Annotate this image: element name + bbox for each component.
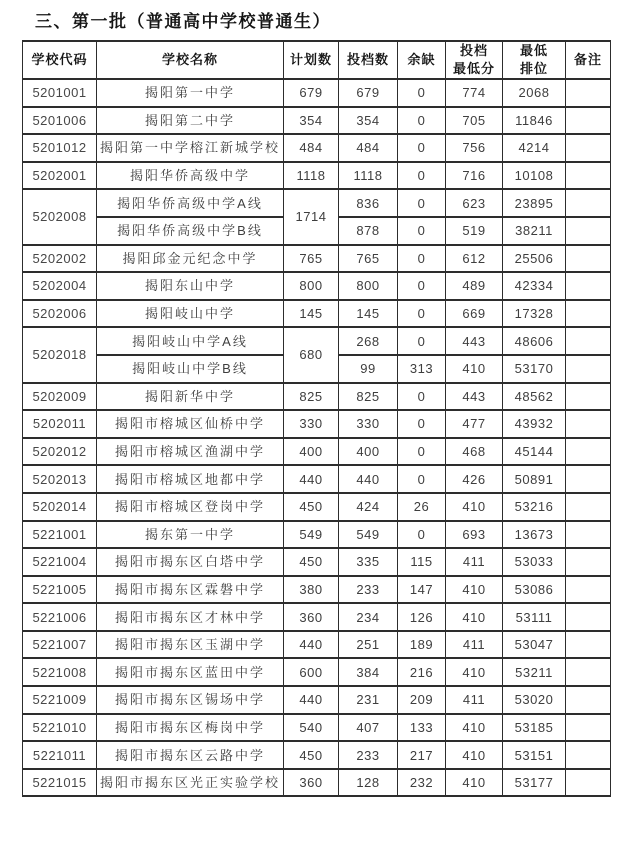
cell-min-score: 410 xyxy=(446,576,503,604)
cell-min-rank: 4214 xyxy=(503,134,566,162)
table-row-merged-a xyxy=(23,189,611,217)
cell-school-code: 5201012 xyxy=(23,134,97,162)
cell-remark xyxy=(566,465,611,493)
cell-min-score: 410 xyxy=(446,493,503,521)
cell-min-rank: 50891 xyxy=(503,465,566,493)
cell-min-rank: 53170 xyxy=(503,355,566,383)
table-row xyxy=(23,245,611,273)
table-row-merged-a xyxy=(23,327,611,355)
cell-remark xyxy=(566,658,611,686)
cell-school-name: 揭东第一中学 xyxy=(97,521,284,549)
cell-vacancy: 209 xyxy=(398,686,446,714)
cell-school-name: 揭阳新华中学 xyxy=(97,383,284,411)
cell-vacancy: 0 xyxy=(398,272,446,300)
cell-filed-count: 400 xyxy=(339,438,398,466)
cell-min-score: 468 xyxy=(446,438,503,466)
cell-vacancy: 0 xyxy=(398,134,446,162)
table-row xyxy=(23,548,611,576)
cell-filed-count: 800 xyxy=(339,272,398,300)
cell-plan-count: 330 xyxy=(284,410,339,438)
cell-school-name: 揭阳华侨高级中学B线 xyxy=(97,217,284,245)
cell-school-code: 5202004 xyxy=(23,272,97,300)
cell-min-rank: 11846 xyxy=(503,107,566,135)
header-school-name: 学校名称 xyxy=(97,41,284,79)
cell-min-rank: 48562 xyxy=(503,383,566,411)
table-row xyxy=(23,465,611,493)
cell-min-score: 411 xyxy=(446,686,503,714)
cell-school-code: 5221001 xyxy=(23,521,97,549)
table-row xyxy=(23,79,611,107)
cell-school-code: 5202012 xyxy=(23,438,97,466)
cell-filed-count: 484 xyxy=(339,134,398,162)
cell-min-rank: 25506 xyxy=(503,245,566,273)
cell-vacancy: 0 xyxy=(398,410,446,438)
cell-vacancy: 0 xyxy=(398,438,446,466)
cell-min-rank: 53211 xyxy=(503,658,566,686)
cell-min-score: 774 xyxy=(446,79,503,107)
cell-min-score: 411 xyxy=(446,631,503,659)
table-body xyxy=(23,79,611,796)
cell-school-code: 5202013 xyxy=(23,465,97,493)
cell-min-rank: 38211 xyxy=(503,217,566,245)
cell-remark xyxy=(566,79,611,107)
cell-min-score: 410 xyxy=(446,769,503,797)
cell-min-rank: 53216 xyxy=(503,493,566,521)
cell-vacancy: 232 xyxy=(398,769,446,797)
cell-min-rank: 2068 xyxy=(503,79,566,107)
cell-plan-count: 800 xyxy=(284,272,339,300)
cell-min-rank: 13673 xyxy=(503,521,566,549)
cell-school-code: 5221005 xyxy=(23,576,97,604)
table-row xyxy=(23,162,611,190)
cell-plan-count: 450 xyxy=(284,741,339,769)
cell-plan-count: 679 xyxy=(284,79,339,107)
header-min-rank-line1: 最低 xyxy=(519,43,548,59)
cell-vacancy: 115 xyxy=(398,548,446,576)
cell-school-name: 揭阳市揭东区梅岗中学 xyxy=(97,714,284,742)
cell-remark xyxy=(566,107,611,135)
table-row xyxy=(23,272,611,300)
cell-school-name: 揭阳市揭东区霖磐中学 xyxy=(97,576,284,604)
cell-vacancy: 0 xyxy=(398,383,446,411)
cell-min-rank: 53086 xyxy=(503,576,566,604)
cell-min-score: 519 xyxy=(446,217,503,245)
cell-plan-count: 765 xyxy=(284,245,339,273)
cell-min-rank: 48606 xyxy=(503,327,566,355)
cell-min-rank: 53020 xyxy=(503,686,566,714)
header-min-score-line2: 最低分 xyxy=(452,61,495,76)
cell-min-score: 693 xyxy=(446,521,503,549)
admissions-score-table xyxy=(22,40,611,797)
cell-vacancy: 133 xyxy=(398,714,446,742)
cell-min-score: 489 xyxy=(446,272,503,300)
cell-filed-count: 330 xyxy=(339,410,398,438)
header-min-rank-line2: 排位 xyxy=(519,61,548,76)
cell-plan-count: 440 xyxy=(284,465,339,493)
cell-school-code: 5221009 xyxy=(23,686,97,714)
cell-school-name: 揭阳东山中学 xyxy=(97,272,284,300)
cell-min-score: 410 xyxy=(446,658,503,686)
cell-remark xyxy=(566,355,611,383)
cell-plan-count: 145 xyxy=(284,300,339,328)
cell-vacancy: 189 xyxy=(398,631,446,659)
cell-school-name: 揭阳市榕城区仙桥中学 xyxy=(97,410,284,438)
cell-school-name: 揭阳市榕城区渔湖中学 xyxy=(97,438,284,466)
cell-school-name: 揭阳华侨高级中学 xyxy=(97,162,284,190)
cell-min-rank: 53185 xyxy=(503,714,566,742)
table-row xyxy=(23,134,611,162)
cell-vacancy: 313 xyxy=(398,355,446,383)
cell-filed-count: 251 xyxy=(339,631,398,659)
cell-vacancy: 0 xyxy=(398,327,446,355)
cell-plan-count: 450 xyxy=(284,548,339,576)
cell-school-name: 揭阳市揭东区光正实验学校 xyxy=(97,769,284,797)
cell-vacancy: 217 xyxy=(398,741,446,769)
cell-min-score: 410 xyxy=(446,355,503,383)
cell-min-rank: 53111 xyxy=(503,603,566,631)
cell-plan-count: 484 xyxy=(284,134,339,162)
cell-school-name: 揭阳市揭东区蓝田中学 xyxy=(97,658,284,686)
cell-filed-count: 765 xyxy=(339,245,398,273)
cell-remark xyxy=(566,217,611,245)
cell-school-name: 揭阳岐山中学B线 xyxy=(97,355,284,383)
cell-vacancy: 0 xyxy=(398,300,446,328)
cell-vacancy: 126 xyxy=(398,603,446,631)
cell-min-rank: 53177 xyxy=(503,769,566,797)
table-row xyxy=(23,631,611,659)
cell-school-code: 5202001 xyxy=(23,162,97,190)
table-row xyxy=(23,769,611,797)
cell-remark xyxy=(566,741,611,769)
cell-school-name: 揭阳邱金元纪念中学 xyxy=(97,245,284,273)
cell-vacancy: 147 xyxy=(398,576,446,604)
cell-remark xyxy=(566,438,611,466)
table-row xyxy=(23,383,611,411)
header-filed-count: 投档数 xyxy=(339,41,398,79)
cell-plan-count: 360 xyxy=(284,769,339,797)
table-row xyxy=(23,741,611,769)
header-min-rank xyxy=(503,41,566,79)
cell-school-code: 5221011 xyxy=(23,741,97,769)
cell-school-name: 揭阳市揭东区云路中学 xyxy=(97,741,284,769)
table-row xyxy=(23,410,611,438)
header-school-code: 学校代码 xyxy=(23,41,97,79)
cell-school-code: 5201001 xyxy=(23,79,97,107)
cell-filed-count: 99 xyxy=(339,355,398,383)
cell-vacancy: 0 xyxy=(398,162,446,190)
table-row xyxy=(23,438,611,466)
cell-min-score: 411 xyxy=(446,548,503,576)
cell-school-code: 5202011 xyxy=(23,410,97,438)
cell-filed-count: 549 xyxy=(339,521,398,549)
cell-plan-count: 1714 xyxy=(284,189,339,244)
cell-school-name: 揭阳华侨高级中学A线 xyxy=(97,189,284,217)
cell-school-code: 5221015 xyxy=(23,769,97,797)
header-vacancy: 余缺 xyxy=(398,41,446,79)
cell-school-code: 5221007 xyxy=(23,631,97,659)
cell-min-score: 669 xyxy=(446,300,503,328)
table-row xyxy=(23,300,611,328)
cell-remark xyxy=(566,631,611,659)
cell-remark xyxy=(566,686,611,714)
header-plan-count: 计划数 xyxy=(284,41,339,79)
cell-remark xyxy=(566,272,611,300)
cell-min-rank: 42334 xyxy=(503,272,566,300)
cell-remark xyxy=(566,603,611,631)
cell-filed-count: 233 xyxy=(339,576,398,604)
table-row xyxy=(23,493,611,521)
cell-vacancy: 0 xyxy=(398,245,446,273)
cell-min-rank: 53151 xyxy=(503,741,566,769)
page-title: 三、第一批（普通高中学校普通生） xyxy=(35,12,331,31)
cell-vacancy: 26 xyxy=(398,493,446,521)
cell-vacancy: 0 xyxy=(398,107,446,135)
cell-plan-count: 354 xyxy=(284,107,339,135)
table-row xyxy=(23,658,611,686)
cell-remark xyxy=(566,383,611,411)
cell-min-rank: 23895 xyxy=(503,189,566,217)
cell-min-score: 477 xyxy=(446,410,503,438)
cell-min-score: 410 xyxy=(446,603,503,631)
cell-school-code: 5202008 xyxy=(23,189,97,244)
header-min-score-line1: 投档 xyxy=(459,43,488,59)
cell-plan-count: 1118 xyxy=(284,162,339,190)
cell-filed-count: 424 xyxy=(339,493,398,521)
cell-min-rank: 45144 xyxy=(503,438,566,466)
cell-plan-count: 549 xyxy=(284,521,339,549)
cell-min-rank: 53033 xyxy=(503,548,566,576)
table-row xyxy=(23,107,611,135)
cell-min-rank: 17328 xyxy=(503,300,566,328)
cell-school-code: 5201006 xyxy=(23,107,97,135)
cell-filed-count: 679 xyxy=(339,79,398,107)
cell-remark xyxy=(566,189,611,217)
cell-school-code: 5202006 xyxy=(23,300,97,328)
cell-filed-count: 231 xyxy=(339,686,398,714)
cell-school-code: 5202002 xyxy=(23,245,97,273)
cell-filed-count: 407 xyxy=(339,714,398,742)
cell-plan-count: 450 xyxy=(284,493,339,521)
cell-remark xyxy=(566,410,611,438)
cell-min-score: 705 xyxy=(446,107,503,135)
cell-school-code: 5221006 xyxy=(23,603,97,631)
cell-min-score: 756 xyxy=(446,134,503,162)
cell-school-code: 5221008 xyxy=(23,658,97,686)
header-row xyxy=(23,41,611,79)
cell-filed-count: 440 xyxy=(339,465,398,493)
cell-plan-count: 680 xyxy=(284,327,339,382)
table-header xyxy=(23,41,611,79)
cell-remark xyxy=(566,714,611,742)
cell-school-code: 5202009 xyxy=(23,383,97,411)
cell-school-name: 揭阳岐山中学 xyxy=(97,300,284,328)
cell-vacancy: 0 xyxy=(398,189,446,217)
cell-remark xyxy=(566,134,611,162)
cell-remark xyxy=(566,493,611,521)
cell-plan-count: 440 xyxy=(284,631,339,659)
cell-filed-count: 878 xyxy=(339,217,398,245)
cell-school-name: 揭阳市揭东区玉湖中学 xyxy=(97,631,284,659)
cell-remark xyxy=(566,245,611,273)
cell-plan-count: 440 xyxy=(284,686,339,714)
table-row xyxy=(23,603,611,631)
cell-filed-count: 145 xyxy=(339,300,398,328)
cell-remark xyxy=(566,327,611,355)
cell-school-code: 5221010 xyxy=(23,714,97,742)
cell-vacancy: 0 xyxy=(398,217,446,245)
cell-min-rank: 43932 xyxy=(503,410,566,438)
cell-filed-count: 1118 xyxy=(339,162,398,190)
cell-school-code: 5202018 xyxy=(23,327,97,382)
cell-vacancy: 216 xyxy=(398,658,446,686)
table-row xyxy=(23,686,611,714)
table-row xyxy=(23,576,611,604)
cell-filed-count: 335 xyxy=(339,548,398,576)
cell-filed-count: 354 xyxy=(339,107,398,135)
cell-school-name: 揭阳市揭东区锡场中学 xyxy=(97,686,284,714)
cell-school-name: 揭阳第一中学 xyxy=(97,79,284,107)
cell-filed-count: 128 xyxy=(339,769,398,797)
cell-remark xyxy=(566,162,611,190)
cell-school-name: 揭阳市榕城区地都中学 xyxy=(97,465,284,493)
cell-school-name: 揭阳第二中学 xyxy=(97,107,284,135)
cell-school-name: 揭阳第一中学榕江新城学校 xyxy=(97,134,284,162)
cell-remark xyxy=(566,300,611,328)
cell-vacancy: 0 xyxy=(398,79,446,107)
cell-plan-count: 400 xyxy=(284,438,339,466)
cell-plan-count: 540 xyxy=(284,714,339,742)
cell-min-score: 426 xyxy=(446,465,503,493)
cell-school-code: 5202014 xyxy=(23,493,97,521)
cell-min-score: 612 xyxy=(446,245,503,273)
cell-remark xyxy=(566,548,611,576)
cell-filed-count: 268 xyxy=(339,327,398,355)
cell-filed-count: 233 xyxy=(339,741,398,769)
header-remark: 备注 xyxy=(566,41,611,79)
cell-min-score: 716 xyxy=(446,162,503,190)
cell-school-name: 揭阳岐山中学A线 xyxy=(97,327,284,355)
table-row xyxy=(23,521,611,549)
header-min-score xyxy=(446,41,503,79)
cell-min-score: 623 xyxy=(446,189,503,217)
cell-filed-count: 836 xyxy=(339,189,398,217)
cell-school-name: 揭阳市榕城区登岗中学 xyxy=(97,493,284,521)
cell-remark xyxy=(566,521,611,549)
cell-plan-count: 380 xyxy=(284,576,339,604)
cell-plan-count: 825 xyxy=(284,383,339,411)
cell-school-name: 揭阳市揭东区才林中学 xyxy=(97,603,284,631)
cell-filed-count: 234 xyxy=(339,603,398,631)
cell-remark xyxy=(566,576,611,604)
cell-min-score: 410 xyxy=(446,714,503,742)
cell-min-score: 443 xyxy=(446,383,503,411)
cell-plan-count: 600 xyxy=(284,658,339,686)
cell-filed-count: 384 xyxy=(339,658,398,686)
cell-school-code: 5221004 xyxy=(23,548,97,576)
cell-remark xyxy=(566,769,611,797)
cell-school-name: 揭阳市揭东区白塔中学 xyxy=(97,548,284,576)
cell-min-rank: 10108 xyxy=(503,162,566,190)
cell-plan-count: 360 xyxy=(284,603,339,631)
table-row xyxy=(23,714,611,742)
cell-vacancy: 0 xyxy=(398,521,446,549)
cell-vacancy: 0 xyxy=(398,465,446,493)
cell-min-score: 443 xyxy=(446,327,503,355)
cell-min-score: 410 xyxy=(446,741,503,769)
cell-min-rank: 53047 xyxy=(503,631,566,659)
cell-filed-count: 825 xyxy=(339,383,398,411)
